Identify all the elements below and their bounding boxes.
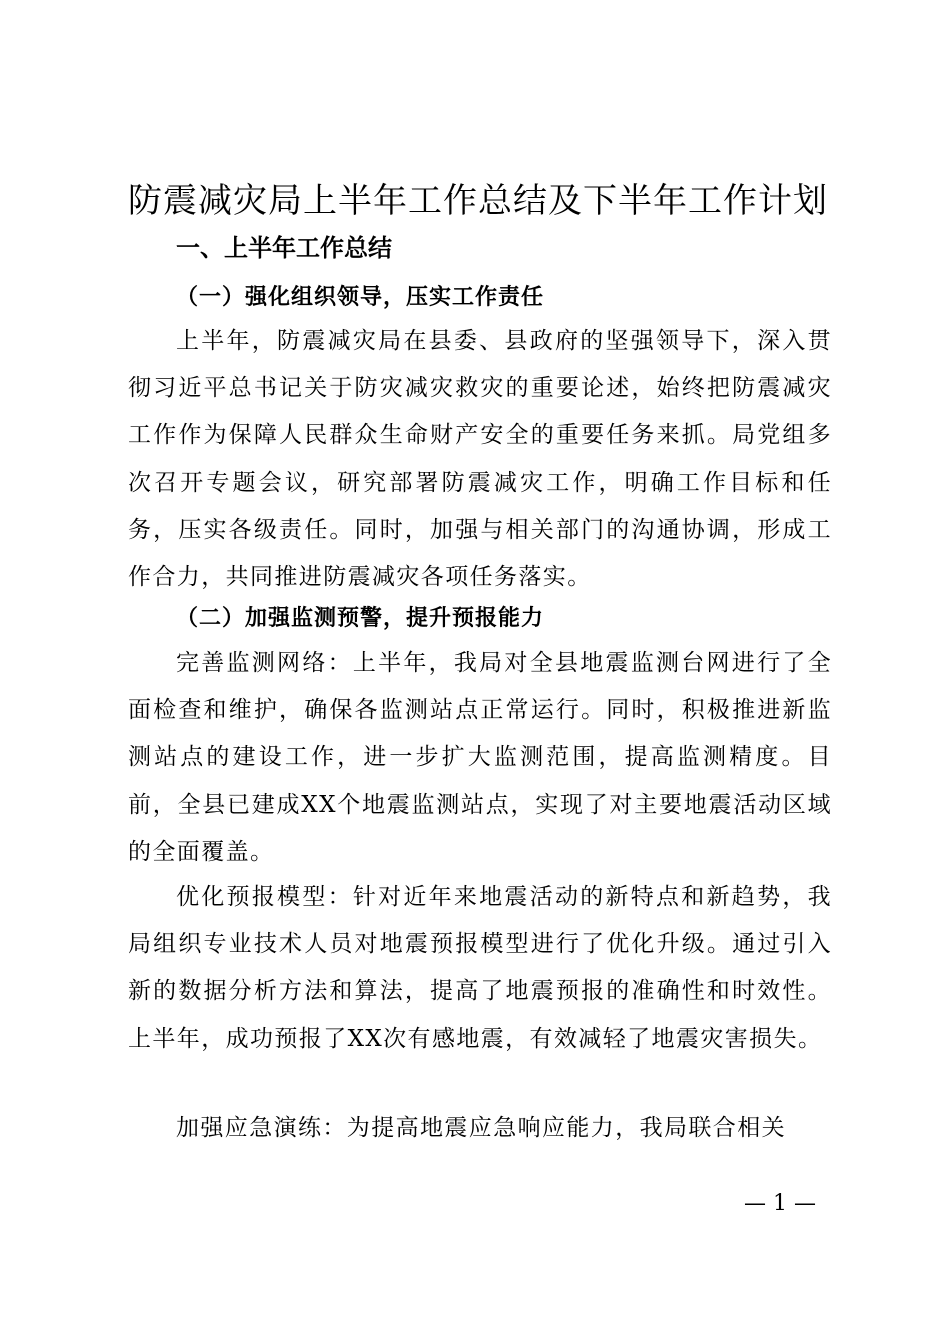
paragraph-monitoring-network: 完善监测网络：上半年，我局对全县地震监测台网进行了全面检查和维护，确保各监测站点正常运行。同时，积极推进新监测站点的建设工作，进一步扩大监测范围，提高监测精度。目前，全县已建成XX个地震监测站点，实现了对主要地震活动区域的全面覆盖。 (128, 650, 832, 865)
document-title: 防震减灾局上半年工作总结及下半年工作计划 (128, 181, 828, 221)
paragraph-emergency-drill: 加强应急演练：为提高地震应急响应能力，我局联合相关 (176, 1115, 786, 1141)
paragraph-forecast-model: 优化预报模型：针对近年来地震活动的新特点和新趋势，我局组织专业技术人员对地震预报模型进行了优化升级。通过引入新的数据分析方法和算法，提高了地震预报的准确性和时效性。上半年，成功预报了XX次有感地震，有效减轻了地震灾害损失。 (128, 884, 832, 1052)
subsection-heading-organization: （一）强化组织领导，压实工作责任 (176, 284, 545, 310)
section-heading-first-half-summary: 一、上半年工作总结 (176, 234, 392, 262)
page-number: — 1 — (744, 1191, 816, 1216)
subsection-heading-monitoring: （二）加强监测预警，提升预报能力 (176, 605, 545, 631)
paragraph-organization: 上半年，防震减灾局在县委、县政府的坚强领导下，深入贯彻习近平总书记关于防灾减灾救灾的重要论述，始终把防震减灾工作作为保障人民群众生命财产安全的重要任务来抓。局党组多次召开专题会议，研究部署防震减灾工作，明确工作目标和任务，压实各级责任。同时，加强与相关部门的沟通协调，形成工作合力，共同推进防震减灾各项任务落实。 (128, 328, 832, 591)
